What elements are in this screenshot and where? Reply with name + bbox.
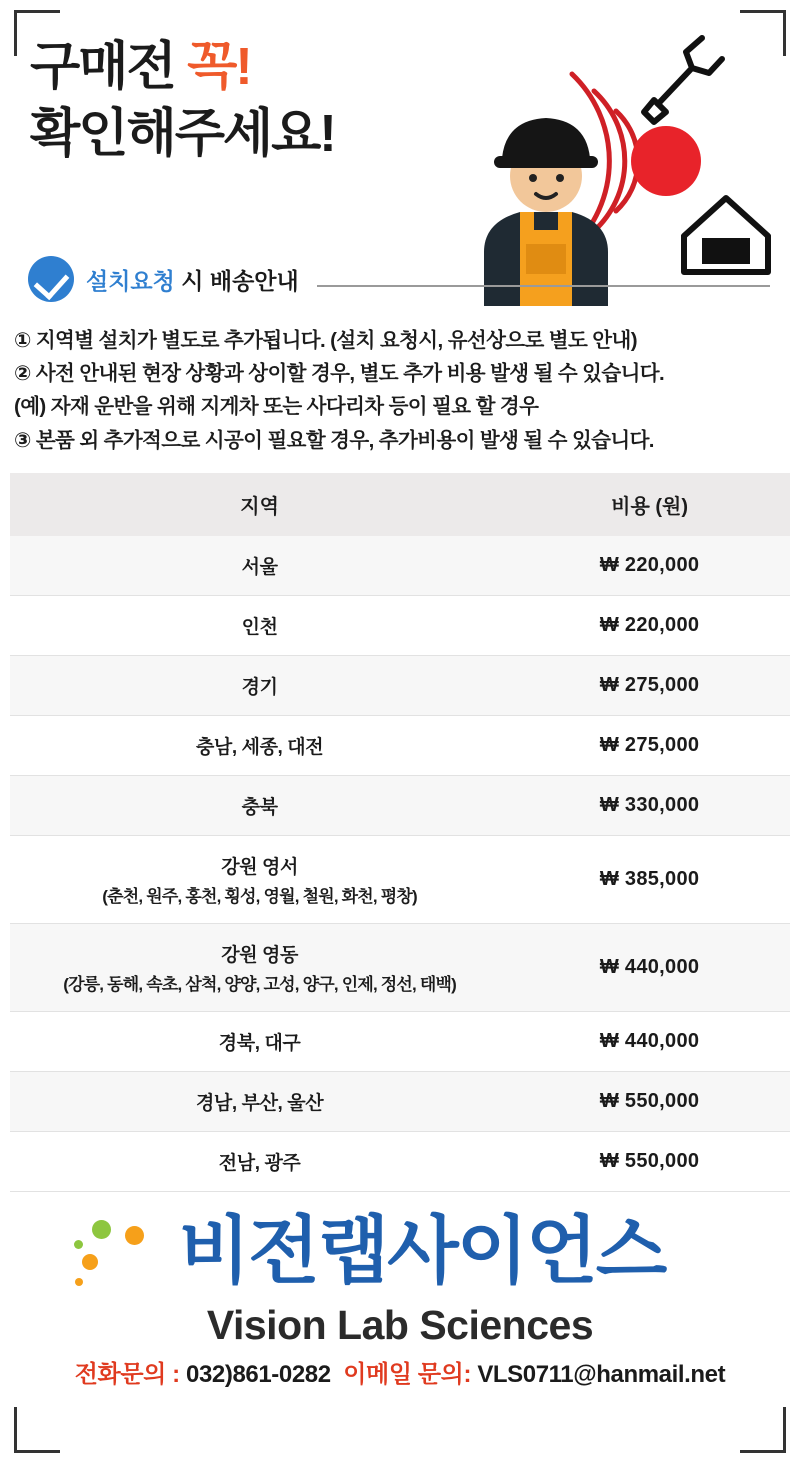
table-row: [10, 595, 790, 655]
cell-region-sub: (춘천, 원주, 홍천, 횡성, 영월, 철원, 화천, 평창): [102, 886, 417, 906]
brand-dot-small-green: [74, 1240, 83, 1249]
contact-line: [0, 1354, 800, 1389]
notes-list: [14, 324, 786, 457]
brand-dot-small-orange: [75, 1278, 83, 1286]
phone-label: 전화문의 :: [74, 1360, 187, 1388]
headline-line-1-text: 구매전: [30, 38, 188, 96]
cell-region-main: 강원 영서: [221, 856, 298, 878]
table-body: [10, 536, 790, 1192]
cell-region: 서울: [10, 536, 509, 596]
brand-dots-icon: [72, 1220, 142, 1290]
table-row: [10, 1131, 790, 1191]
wrench-icon: [644, 38, 722, 122]
cell-region: [10, 835, 509, 923]
cell-price: ₩ 385,000: [509, 835, 790, 923]
note-item-1: ① 지역별 설치가 별도로 추가됩니다. (설치 요청시, 유선상으로 별도 안내): [14, 329, 637, 352]
cell-region-main: 강원 영동: [221, 944, 298, 966]
cell-region-sub: (강릉, 동해, 속초, 삼척, 양양, 고성, 양구, 인제, 정선, 태백): [63, 974, 456, 994]
table-row: [10, 775, 790, 835]
email-label: 이메일 문의:: [343, 1360, 478, 1388]
section-heading-rest: 시 배송안내: [174, 267, 299, 294]
phone-value[interactable]: 032)861-0282: [186, 1360, 331, 1388]
cell-region: 경남, 부산, 울산: [10, 1071, 509, 1131]
corner-bracket-bottom-left: [14, 1407, 60, 1453]
installation-fee-table: [10, 473, 790, 1192]
cell-region: 인천: [10, 595, 509, 655]
cell-price: ₩ 330,000: [509, 775, 790, 835]
cell-price: ₩ 440,000: [509, 923, 790, 1011]
brand-dot-orange: [125, 1226, 144, 1245]
check-circle-icon: [28, 256, 74, 302]
cell-region: 경북, 대구: [10, 1011, 509, 1071]
note-item-3: (예) 자재 운반을 위해 지게차 또는 사다리차 등이 필요 할 경우: [14, 395, 539, 419]
cell-price: ₩ 275,000: [509, 715, 790, 775]
corner-bracket-bottom-right: [740, 1407, 786, 1453]
cell-region: 충북: [10, 775, 509, 835]
column-header-region: 지역: [10, 473, 509, 536]
brand-block: [0, 1208, 800, 1348]
headline-line-2: 확인해주세요!: [30, 104, 335, 163]
cell-price: ₩ 220,000: [509, 595, 790, 655]
section-heading-delivery-guide: [28, 256, 770, 302]
table-row: [10, 1071, 790, 1131]
note-item-2: ② 사전 안내된 현장 상황과 상이할 경우, 별도 추가 비용 발생 될 수 있습니다.: [14, 362, 665, 386]
cell-region: 전남, 광주: [10, 1131, 509, 1191]
table-row: [10, 923, 790, 1011]
cell-region: 경기: [10, 655, 509, 715]
table-row: [10, 835, 790, 923]
email-value[interactable]: VLS0711@hanmail.net: [477, 1360, 726, 1388]
table-row: [10, 1011, 790, 1071]
cell-region: 충남, 세종, 대전: [10, 715, 509, 775]
table-row: [10, 536, 790, 596]
cell-region: [10, 923, 509, 1011]
header-banner: [0, 0, 800, 250]
table-row: [10, 655, 790, 715]
section-heading-text: [86, 263, 299, 296]
cell-price: ₩ 550,000: [509, 1131, 790, 1191]
cell-price: ₩ 220,000: [509, 536, 790, 596]
table-row: [10, 715, 790, 775]
brand-name-english: Vision Lab Sciences: [206, 1301, 594, 1348]
brand-dot-green: [92, 1220, 111, 1239]
note-item-4: ③ 본품 외 추가적으로 시공이 필요할 경우, 추가비용이 발생 될 수 있습니다.: [14, 428, 654, 452]
column-header-price: 비용 (원): [509, 473, 790, 536]
red-dot-icon: [631, 126, 701, 196]
cell-price: ₩ 440,000: [509, 1011, 790, 1071]
section-heading-highlight: 설치요청: [86, 267, 175, 294]
heading-divider: [317, 285, 770, 287]
headline-accent-text: 꼭!: [187, 38, 251, 96]
brand-name-korean: 비전랩사이언스: [178, 1208, 666, 1292]
cell-price: ₩ 275,000: [509, 655, 790, 715]
brand-dot-orange-2: [82, 1254, 98, 1270]
cell-price: ₩ 550,000: [509, 1071, 790, 1131]
table-header-row: [10, 473, 790, 536]
